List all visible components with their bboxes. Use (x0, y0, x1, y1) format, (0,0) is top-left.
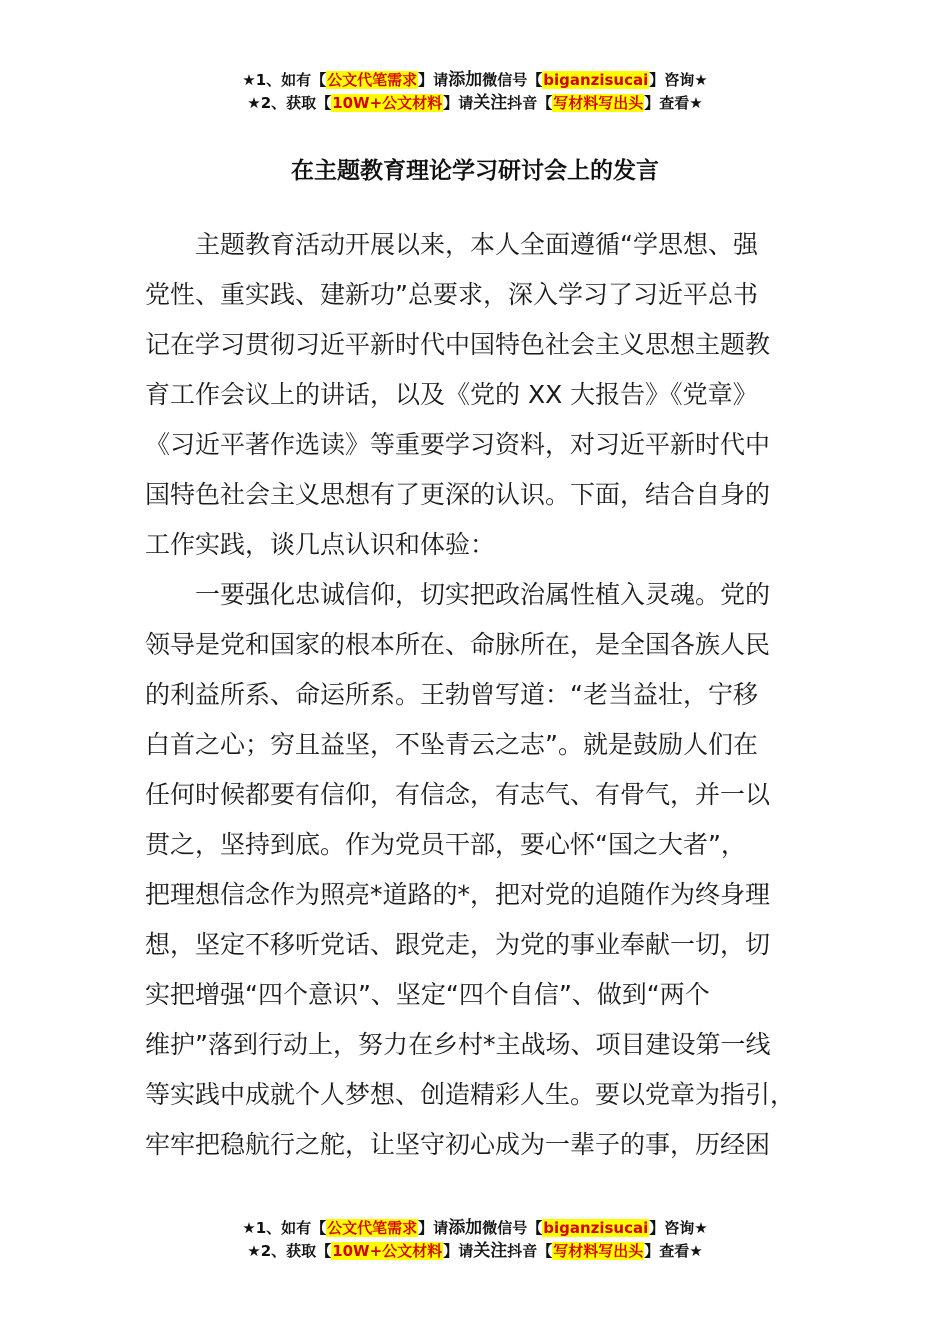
header-banner (0, 69, 950, 115)
highlight-wechat-id: biganzisucai (543, 71, 649, 89)
banner-line-2 (0, 92, 950, 115)
body-line: 领导是党和国家的根本所在、命脉所在，是全国各族人民 (145, 630, 771, 659)
body-line: 主题教育活动开展以来，本人全面遵循“学思想、强 (195, 230, 758, 259)
banner-line-2 (0, 1240, 950, 1263)
banner-text: 】请 (443, 94, 474, 112)
banner-text: 】查看★ (644, 94, 703, 112)
highlight-service: 公文代笔需求 (327, 71, 418, 89)
highlight-materials: 10W+公文材料 (332, 94, 443, 112)
body-line: 维护”落到行动上，努力在乡村*主战场、项目建设第一线 (145, 1030, 771, 1059)
banner-text: ★1、如有【 (242, 71, 327, 89)
body-line: 记在学习贯彻习近平新时代中国特色社会主义思想主题教 (145, 330, 771, 359)
banner-emphasis: 添加 (448, 70, 483, 90)
body-line: 贯之，坚持到底。作为党员干部，要心怀“国之大者”， (145, 830, 746, 859)
banner-text: 微信号【 (482, 1219, 543, 1237)
highlight-materials: 10W+公文材料 (332, 1242, 443, 1260)
banner-text: 抖音【 (507, 94, 553, 112)
banner-text: 】咨询★ (649, 71, 708, 89)
banner-emphasis: 添加 (448, 1218, 483, 1238)
banner-line-1 (0, 1217, 950, 1240)
banner-line-1 (0, 69, 950, 92)
highlight-wechat-id: biganzisucai (543, 1219, 649, 1237)
banner-text: 】咨询★ (649, 1219, 708, 1237)
banner-text: 微信号【 (482, 71, 543, 89)
body-line: 白首之心；穷且益坚，不坠青云之志”。就是鼓励人们在 (145, 730, 758, 759)
body-line: 把理想信念作为照亮*道路的*，把对党的追随作为终身理 (145, 880, 771, 909)
document-body (145, 220, 805, 1170)
banner-emphasis: 关注 (473, 1241, 508, 1261)
banner-text: ★2、获取【 (247, 94, 332, 112)
body-line: 任何时候都要有信仰，有信念，有志气、有骨气，并一以 (145, 780, 771, 809)
banner-text: 】请 (418, 71, 449, 89)
banner-text: 】请 (418, 1219, 449, 1237)
body-line: 的利益所系、命运所系。王勃曾写道：“老当益壮，宁移 (145, 680, 758, 709)
body-line: 工作实践，谈几点认识和体验： (145, 530, 496, 559)
banner-text: ★1、如有【 (242, 1219, 327, 1237)
highlight-douyin-account: 写材料写出头 (553, 1242, 644, 1260)
highlight-service: 公文代笔需求 (327, 1219, 418, 1237)
banner-text: ★2、获取【 (247, 1242, 332, 1260)
body-line: 一要强化忠诚信仰，切实把政治属性植入灵魂。党的 (195, 580, 771, 609)
highlight-douyin-account: 写材料写出头 (553, 94, 644, 112)
document-title: 在主题教育理论学习研讨会上的发言 (291, 158, 659, 184)
body-line: 牢牢把稳航行之舵，让坚守初心成为一辈子的事，历经困 (145, 1130, 771, 1159)
banner-text: 】请 (443, 1242, 474, 1260)
banner-emphasis: 关注 (473, 93, 508, 113)
body-line: 《习近平著作选读》等重要学习资料，对习近平新时代中 (145, 430, 771, 459)
body-line: 国特色社会主义思想有了更深的认识。下面，结合自身的 (145, 480, 771, 509)
body-line: 实把增强“四个意识”、坚定“四个自信”、做到“两个 (145, 980, 710, 1009)
banner-text: 抖音【 (507, 1242, 553, 1260)
body-line: 党性、重实践、建新功”总要求，深入学习了习近平总书 (145, 280, 758, 309)
body-line: 想，坚定不移听党话、跟党走，为党的事业奉献一切，切 (145, 930, 771, 959)
banner-text: 】查看★ (644, 1242, 703, 1260)
body-line: 等实践中成就个人梦想、创造精彩人生。要以党章为指引， (145, 1080, 796, 1109)
footer-banner (0, 1217, 950, 1263)
body-line: 育工作会议上的讲话，以及《党的 XX 大报告》《党章》 (145, 380, 758, 409)
